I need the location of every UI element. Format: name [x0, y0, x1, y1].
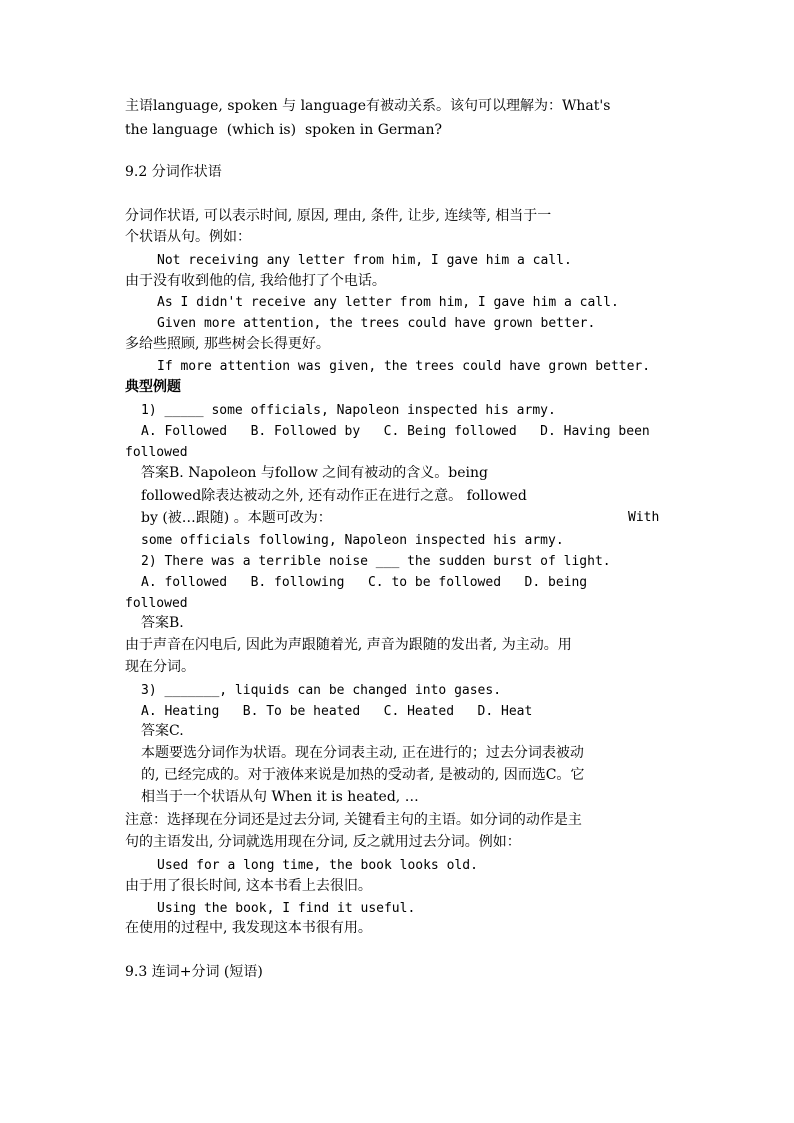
example-translation: 在使用的过程中, 我发现这本书很有用。: [125, 920, 372, 936]
question-1-answer: 答案B. Napoleon 与follow 之间有被动的含义。being: [141, 465, 488, 481]
question-2-explanation: 由于声音在闪电后, 因此为声跟随着光, 声音为跟随的发出者, 为主动。用: [125, 637, 572, 653]
example-translation: 多给些照顾, 那些树会长得更好。: [125, 336, 330, 352]
paragraph-line: 分词作状语, 可以表示时间, 原因, 理由, 条件, 让步, 连续等, 相当于一: [125, 208, 552, 224]
example-translation: 由于用了很长时间, 这本书看上去很旧。: [125, 878, 372, 894]
question-2-explanation: 现在分词。: [125, 659, 195, 675]
question-3-explanation: 本题要选分词作为状语。现在分词表主动, 正在进行的；过去分词表被动: [141, 745, 584, 761]
note-line: 注意：选择现在分词还是过去分词, 关键看主句的主语。如分词的动作是主: [125, 812, 582, 828]
question-1-answer: With: [628, 510, 660, 525]
example-sentence: As I didn't receive any letter from him, I gave him a call.: [157, 295, 619, 310]
intro-line-1: 主语language, spoken 与 language有被动关系。该句可以理解为：What's: [125, 98, 611, 114]
question-2-options-cont: followed: [125, 596, 188, 611]
example-sentence: Using the book, I find it useful.: [157, 901, 416, 916]
paragraph-line: 个状语从句。例如：: [125, 229, 251, 245]
note-line: 句的主语发出, 分词就选用现在分词, 反之就用过去分词。例如：: [125, 834, 521, 850]
question-1-answer: some officials following, Napoleon inspected his army.: [141, 533, 564, 548]
question-1-answer: followed除表达被动之外, 还有动作正在进行之意。 followed: [141, 488, 527, 504]
question-2-answer: 答案B.: [141, 615, 184, 631]
question-3-answer: 答案C.: [141, 723, 184, 739]
example-sentence: Used for a long time, the book looks old.: [157, 858, 478, 873]
section-heading-9-2: 9.2 分词作状语: [125, 164, 222, 180]
question-3: 3) _______, liquids can be changed into gases.: [141, 683, 502, 698]
question-1: 1) _____ some officials, Napoleon inspected his army.: [141, 403, 556, 418]
typical-examples-heading: 典型例题: [125, 379, 181, 395]
example-sentence: Given more attention, the trees could have grown better.: [157, 316, 596, 331]
question-2-options: A. followed B. following C. to be followed D. being: [141, 575, 588, 590]
question-3-options: A. Heating B. To be heated C. Heated D. Heat: [141, 704, 533, 719]
example-sentence: If more attention was given, the trees could have grown better.: [157, 359, 651, 374]
question-1-answer: by (被…跟随) 。本题可改为：: [141, 510, 332, 526]
example-sentence: Not receiving any letter from him, I gave him a call.: [157, 253, 572, 268]
example-translation: 由于没有收到他的信, 我给他打了个电话。: [125, 273, 386, 289]
intro-line-2: the language (which is) spoken in German?: [125, 122, 443, 138]
question-3-explanation: 相当于一个状语从句 When it is heated, …: [141, 789, 419, 805]
question-2: 2) There was a terrible noise ___ the sudden burst of light.: [141, 554, 611, 569]
question-3-explanation: 的, 已经完成的。对于液体来说是加热的受动者, 是被动的, 因而选C。它: [141, 767, 585, 783]
section-heading-9-3: 9.3 连词+分词 (短语): [125, 964, 263, 980]
question-1-options-cont: followed: [125, 445, 188, 460]
question-1-options: A. Followed B. Followed by C. Being followed D. Having been: [141, 424, 650, 439]
